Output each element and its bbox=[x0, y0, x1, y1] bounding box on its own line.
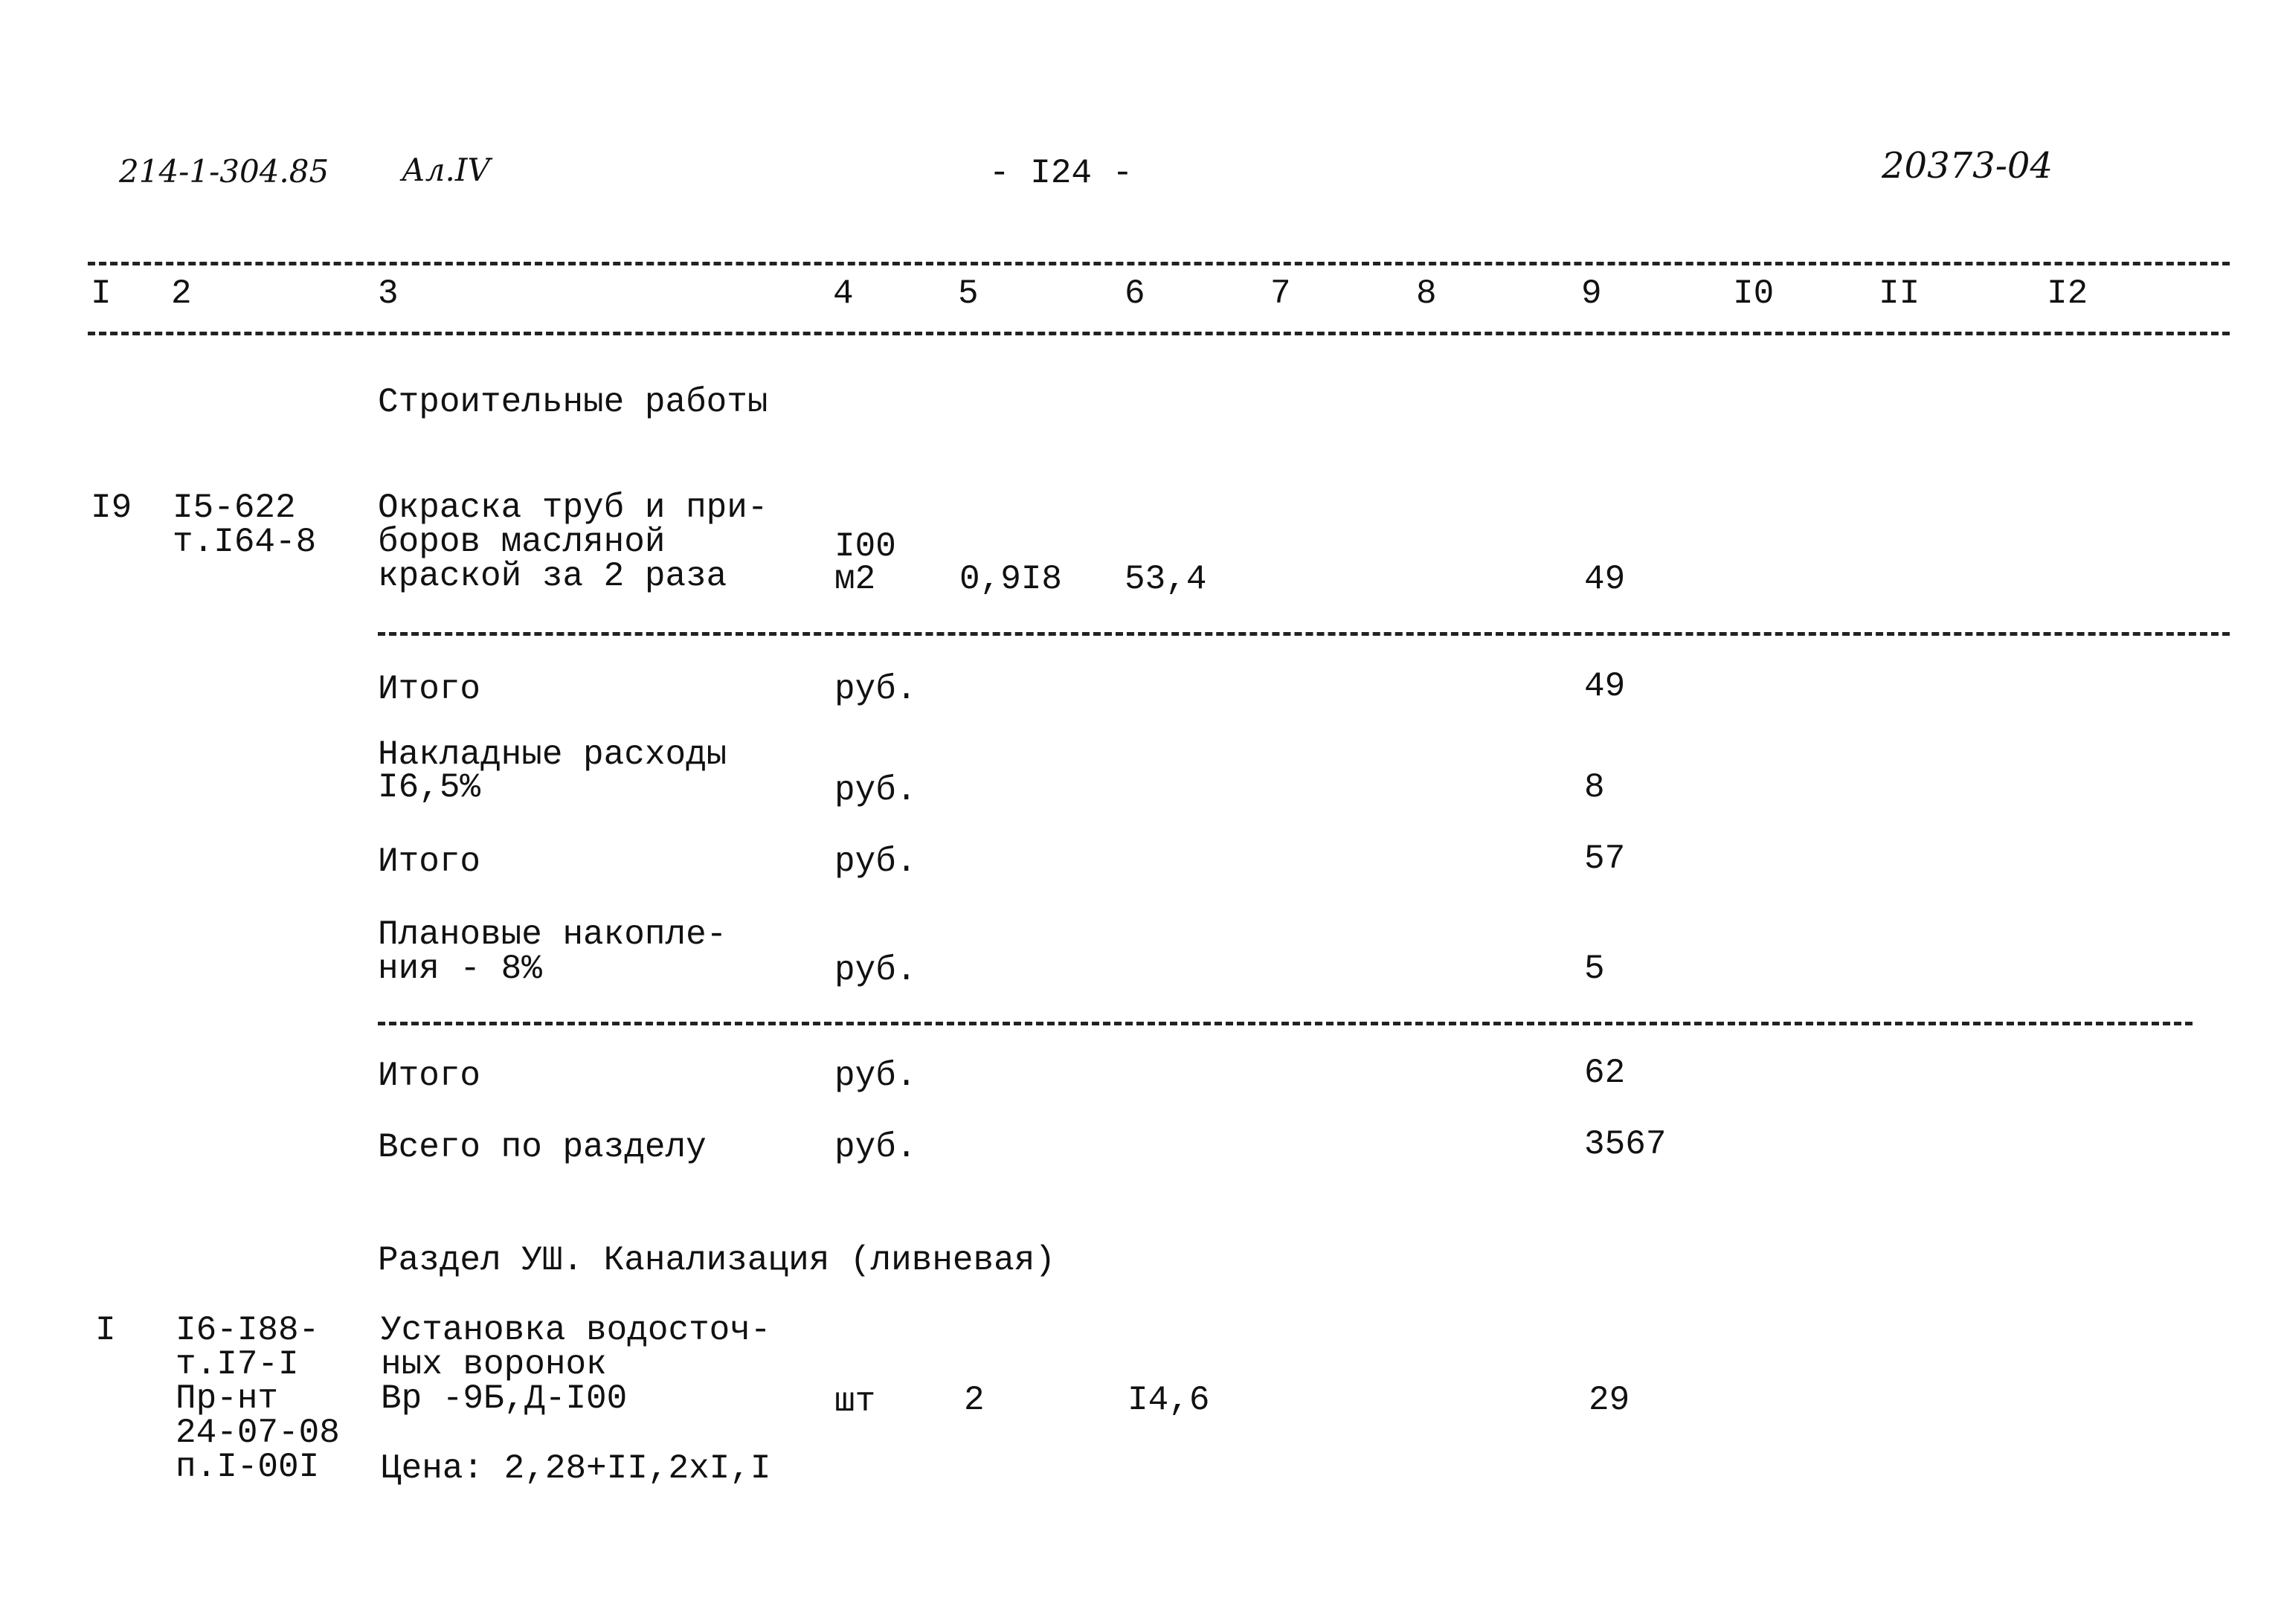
summary-value: 3567 bbox=[1584, 1125, 1667, 1164]
description-line: Вр -9Б,Д-I00 bbox=[381, 1379, 628, 1418]
summary-unit: руб. bbox=[834, 1128, 917, 1167]
col-header: II bbox=[1879, 274, 1920, 313]
summary-value: 49 bbox=[1584, 667, 1626, 706]
price-note: Цена: 2,28+II,2хI,I bbox=[381, 1449, 771, 1488]
summary-unit: руб. bbox=[834, 670, 917, 709]
summary-value: 5 bbox=[1584, 950, 1605, 988]
summary-unit: руб. bbox=[834, 842, 917, 881]
description-line: Окраска труб и при- bbox=[378, 489, 768, 527]
col-header: I0 bbox=[1733, 274, 1775, 313]
rate-code-line: п.I-00I bbox=[176, 1448, 320, 1486]
total-cost: 49 bbox=[1584, 560, 1626, 599]
album-number: Ал.IV bbox=[402, 152, 490, 188]
page-number: - I24 - bbox=[989, 154, 1133, 193]
col-header: 3 bbox=[378, 274, 399, 313]
rate-code-line: I6-I88- bbox=[176, 1311, 320, 1350]
col-header: 8 bbox=[1416, 274, 1437, 313]
summary-value: 57 bbox=[1584, 840, 1626, 878]
summary-label: Плановые накопле- bbox=[378, 915, 727, 954]
summary-unit: руб. bbox=[834, 1057, 917, 1095]
col-header: 9 bbox=[1581, 274, 1602, 313]
col-header: 5 bbox=[958, 274, 979, 313]
rate-code-line: Пр-нт bbox=[176, 1379, 279, 1418]
description-line: ных воронок bbox=[381, 1345, 607, 1384]
header-top-rule bbox=[88, 262, 2230, 265]
summary-label: Итого bbox=[378, 670, 481, 709]
unit: шт bbox=[834, 1382, 876, 1421]
summary-label: I6,5% bbox=[378, 768, 481, 807]
summary-label: Итого bbox=[378, 1057, 481, 1095]
summary-value: 8 bbox=[1584, 768, 1605, 807]
inventory-number: 20373-04 bbox=[1882, 145, 2053, 187]
summary-label: Накладные расходы bbox=[378, 735, 727, 774]
summary-label: ния - 8% bbox=[378, 950, 542, 988]
total-cost: 29 bbox=[1589, 1381, 1630, 1420]
unit-price: I4,6 bbox=[1127, 1381, 1210, 1420]
summary-unit: руб. bbox=[834, 771, 917, 810]
col-header: I2 bbox=[2047, 274, 2088, 313]
col-header: 2 bbox=[171, 274, 192, 313]
row-rule bbox=[378, 632, 2230, 636]
col-header: 6 bbox=[1125, 274, 1145, 313]
section-title: Строительные работы bbox=[378, 383, 768, 422]
summary-unit: руб. bbox=[834, 951, 917, 990]
rate-code-line: I5-622 bbox=[173, 489, 296, 527]
summary-label: Всего по разделу bbox=[378, 1128, 707, 1167]
rate-code-line: 24-07-08 bbox=[176, 1414, 340, 1452]
summary-value: 62 bbox=[1584, 1054, 1626, 1092]
col-header: I bbox=[91, 274, 112, 313]
col-header: 7 bbox=[1270, 274, 1291, 313]
header-bottom-rule bbox=[88, 332, 2230, 335]
col-header: 4 bbox=[833, 274, 854, 313]
row-number: I bbox=[95, 1311, 116, 1350]
rate-code-line: т.I7-I bbox=[176, 1345, 299, 1384]
unit-price: 53,4 bbox=[1125, 560, 1207, 599]
section-title: Раздел УШ. Канализация (ливневая) bbox=[378, 1241, 1055, 1280]
document-code: 214-1-304.85 bbox=[119, 153, 329, 190]
description-line: Установка водосточ- bbox=[381, 1311, 771, 1350]
unit-line: м2 bbox=[834, 560, 876, 599]
unit-line: I00 bbox=[834, 527, 896, 566]
description-line: краской за 2 раза bbox=[378, 557, 727, 596]
quantity: 0,9I8 bbox=[959, 560, 1063, 599]
description-line: боров масляной bbox=[378, 523, 666, 561]
row-number: I9 bbox=[91, 489, 132, 527]
summary-label: Итого bbox=[378, 842, 481, 881]
quantity: 2 bbox=[964, 1381, 985, 1420]
rate-code-line: т.I64-8 bbox=[173, 523, 317, 561]
row-rule bbox=[378, 1022, 2193, 1025]
